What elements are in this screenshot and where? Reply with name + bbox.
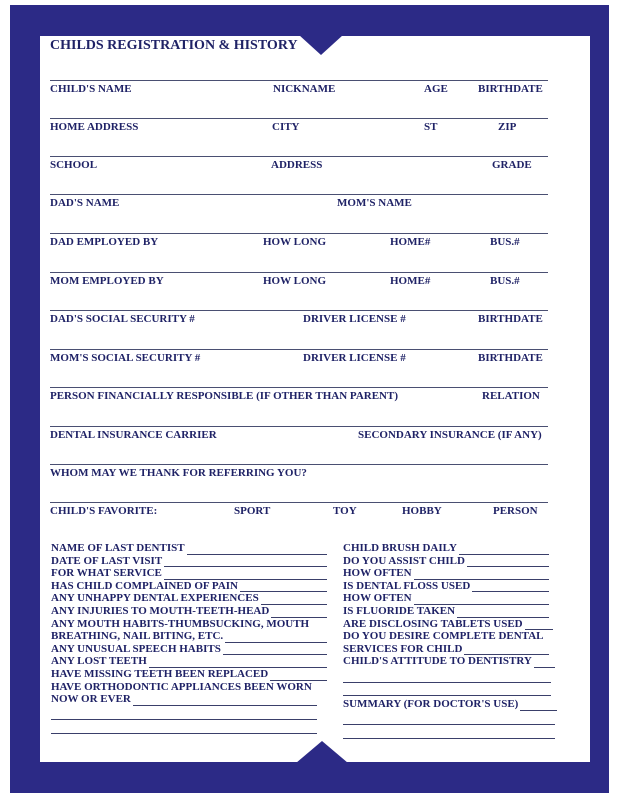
field-row-dad-ssn (50, 310, 548, 330)
blank-answer-line[interactable] (343, 683, 551, 697)
answer-line[interactable] (164, 557, 327, 567)
history-item: DO YOU ASSIST CHILD (343, 555, 549, 568)
history-item: HAVE ORTHODONTIC APPLIANCES BEEN WORN (51, 680, 312, 693)
label-driver-license: DRIVER LICENSE # (303, 313, 406, 325)
field-row-favorites (50, 502, 548, 522)
blank-answer-line[interactable] (343, 725, 555, 739)
blank-answer-line[interactable] (343, 712, 555, 726)
label-school: SCHOOL (50, 159, 98, 171)
label-home-phone: HOME# (390, 275, 431, 287)
history-item: DO YOU DESIRE COMPLETE DENTAL (343, 630, 544, 643)
field-row-insurance (50, 426, 548, 446)
answer-line[interactable] (271, 608, 327, 618)
fill-in-line[interactable] (50, 194, 548, 195)
answer-line[interactable] (534, 658, 555, 668)
history-item: CHILD BRUSH DAILY (343, 542, 549, 555)
label-moms-ssn: MOM'S SOCIAL SECURITY # (50, 352, 201, 364)
blank-answer-line[interactable] (51, 720, 317, 734)
history-item: ANY INJURIES TO MOUTH-TEETH-HEAD (51, 605, 327, 618)
answer-line[interactable] (223, 645, 327, 655)
label-dads-ssn: DAD'S SOCIAL SECURITY # (50, 313, 195, 325)
answer-line[interactable] (467, 557, 549, 567)
field-row-referral (50, 464, 548, 484)
label-relation: RELATION (482, 390, 540, 402)
field-row-address (50, 118, 548, 138)
answer-line[interactable] (187, 545, 327, 555)
label-nickname: NICKNAME (273, 83, 336, 95)
history-item: HAS CHILD COMPLAINED OF PAIN (51, 580, 327, 593)
blank-answer-line[interactable] (51, 707, 317, 721)
history-item: HAVE MISSING TEETH BEEN REPLACED (51, 668, 327, 681)
fill-in-line[interactable] (50, 156, 548, 157)
label-mom-employed-by: MOM EMPLOYED BY (50, 275, 164, 287)
blank-answer-line[interactable] (343, 669, 551, 683)
field-row-dad-employment (50, 233, 548, 253)
answer-line[interactable] (464, 645, 549, 655)
label-person: PERSON (493, 505, 538, 517)
top-notch-decoration (299, 35, 343, 55)
label-state: ST (424, 121, 438, 133)
history-item: IS FLUORIDE TAKEN (343, 605, 549, 618)
label-moms-name: MOM'S NAME (337, 197, 412, 209)
fill-in-line[interactable] (50, 233, 548, 234)
label-dental-insurance-carrier: DENTAL INSURANCE CARRIER (50, 429, 217, 441)
answer-line[interactable] (270, 671, 327, 681)
label-home-address: HOME ADDRESS (50, 121, 139, 133)
label-zip: ZIP (498, 121, 517, 133)
fill-in-line[interactable] (50, 387, 548, 388)
label-city: CITY (272, 121, 300, 133)
label-dads-name: DAD'S NAME (50, 197, 120, 209)
field-row-financial (50, 387, 548, 407)
fill-in-line[interactable] (50, 349, 548, 350)
field-row-mom-ssn (50, 349, 548, 369)
history-item: ANY LOST TEETH (51, 655, 327, 668)
answer-line[interactable] (225, 633, 327, 643)
fill-in-line[interactable] (50, 502, 548, 503)
history-item: BREATHING, NAIL BITING, ETC. (51, 630, 327, 643)
label-referral: WHOM MAY WE THANK FOR REFERRING YOU? (50, 467, 307, 479)
answer-line[interactable] (459, 545, 549, 555)
label-bus-phone: BUS.# (490, 236, 520, 248)
answer-line[interactable] (164, 570, 327, 580)
label-childs-name: CHILD'S NAME (50, 83, 132, 95)
answer-line[interactable] (240, 582, 327, 592)
summary-doctor-use: SUMMARY (FOR DOCTOR'S USE) (343, 698, 557, 711)
answer-line[interactable] (133, 696, 317, 706)
label-sport: SPORT (234, 505, 271, 517)
label-school-address: ADDRESS (271, 159, 323, 171)
history-item: FOR WHAT SERVICE (51, 567, 327, 580)
dental-history-left (51, 542, 327, 734)
label-driver-license: DRIVER LICENSE # (303, 352, 406, 364)
answer-line[interactable] (261, 595, 327, 605)
label-toy: TOY (333, 505, 357, 517)
field-row-parents (50, 194, 548, 214)
fill-in-line[interactable] (50, 310, 548, 311)
history-item: NAME OF LAST DENTIST (51, 542, 327, 555)
fill-in-line[interactable] (50, 118, 548, 119)
bottom-notch-decoration (296, 741, 348, 763)
label-how-long: HOW LONG (263, 236, 327, 248)
label-home-phone: HOME# (390, 236, 431, 248)
history-item: NOW OR EVER (51, 693, 317, 706)
label-grade: GRADE (492, 159, 532, 171)
dental-history-right (343, 542, 558, 739)
answer-line[interactable] (414, 570, 549, 580)
answer-line[interactable] (472, 582, 549, 592)
label-hobby: HOBBY (402, 505, 442, 517)
fill-in-line[interactable] (50, 464, 548, 465)
label-secondary-insurance: SECONDARY INSURANCE (IF ANY) (358, 429, 542, 441)
history-item: ANY UNUSUAL SPEECH HABITS (51, 643, 327, 656)
label-age: AGE (424, 83, 448, 95)
history-item: HOW OFTEN (343, 592, 549, 605)
answer-line[interactable] (414, 595, 549, 605)
label-birthdate: BIRTHDATE (478, 83, 543, 95)
answer-line[interactable] (520, 701, 557, 711)
field-row-child (50, 80, 548, 100)
fill-in-line[interactable] (50, 426, 548, 427)
answer-line[interactable] (457, 608, 549, 618)
label-birthdate: BIRTHDATE (478, 352, 543, 364)
field-row-school (50, 156, 548, 176)
history-item: ARE DISCLOSING TABLETS USED (343, 618, 553, 631)
field-row-mom-employment (50, 272, 548, 292)
label-dad-employed-by: DAD EMPLOYED BY (50, 236, 159, 248)
label-bus-phone: BUS.# (490, 275, 520, 287)
history-item: SERVICES FOR CHILD (343, 643, 549, 656)
fill-in-line[interactable] (50, 80, 548, 81)
fill-in-line[interactable] (50, 272, 548, 273)
label-birthdate: BIRTHDATE (478, 313, 543, 325)
history-item: IS DENTAL FLOSS USED (343, 580, 549, 593)
form-title: CHILDS REGISTRATION & HISTORY (50, 38, 298, 53)
history-item: DATE OF LAST VISIT (51, 555, 327, 568)
history-item: HOW OFTEN (343, 567, 549, 580)
history-item: CHILD'S ATTITUDE TO DENTISTRY (343, 655, 555, 668)
history-item: ANY MOUTH HABITS-THUMBSUCKING, MOUTH (51, 617, 310, 630)
answer-line[interactable] (525, 620, 553, 630)
label-childs-favorite: CHILD'S FAVORITE: (50, 505, 158, 517)
label-person-financially-responsible: PERSON FINANCIALLY RESPONSIBLE (IF OTHER THAN PARENT) (50, 390, 398, 402)
history-item: ANY UNHAPPY DENTAL EXPERIENCES (51, 592, 327, 605)
answer-line[interactable] (149, 658, 327, 668)
label-how-long: HOW LONG (263, 275, 327, 287)
